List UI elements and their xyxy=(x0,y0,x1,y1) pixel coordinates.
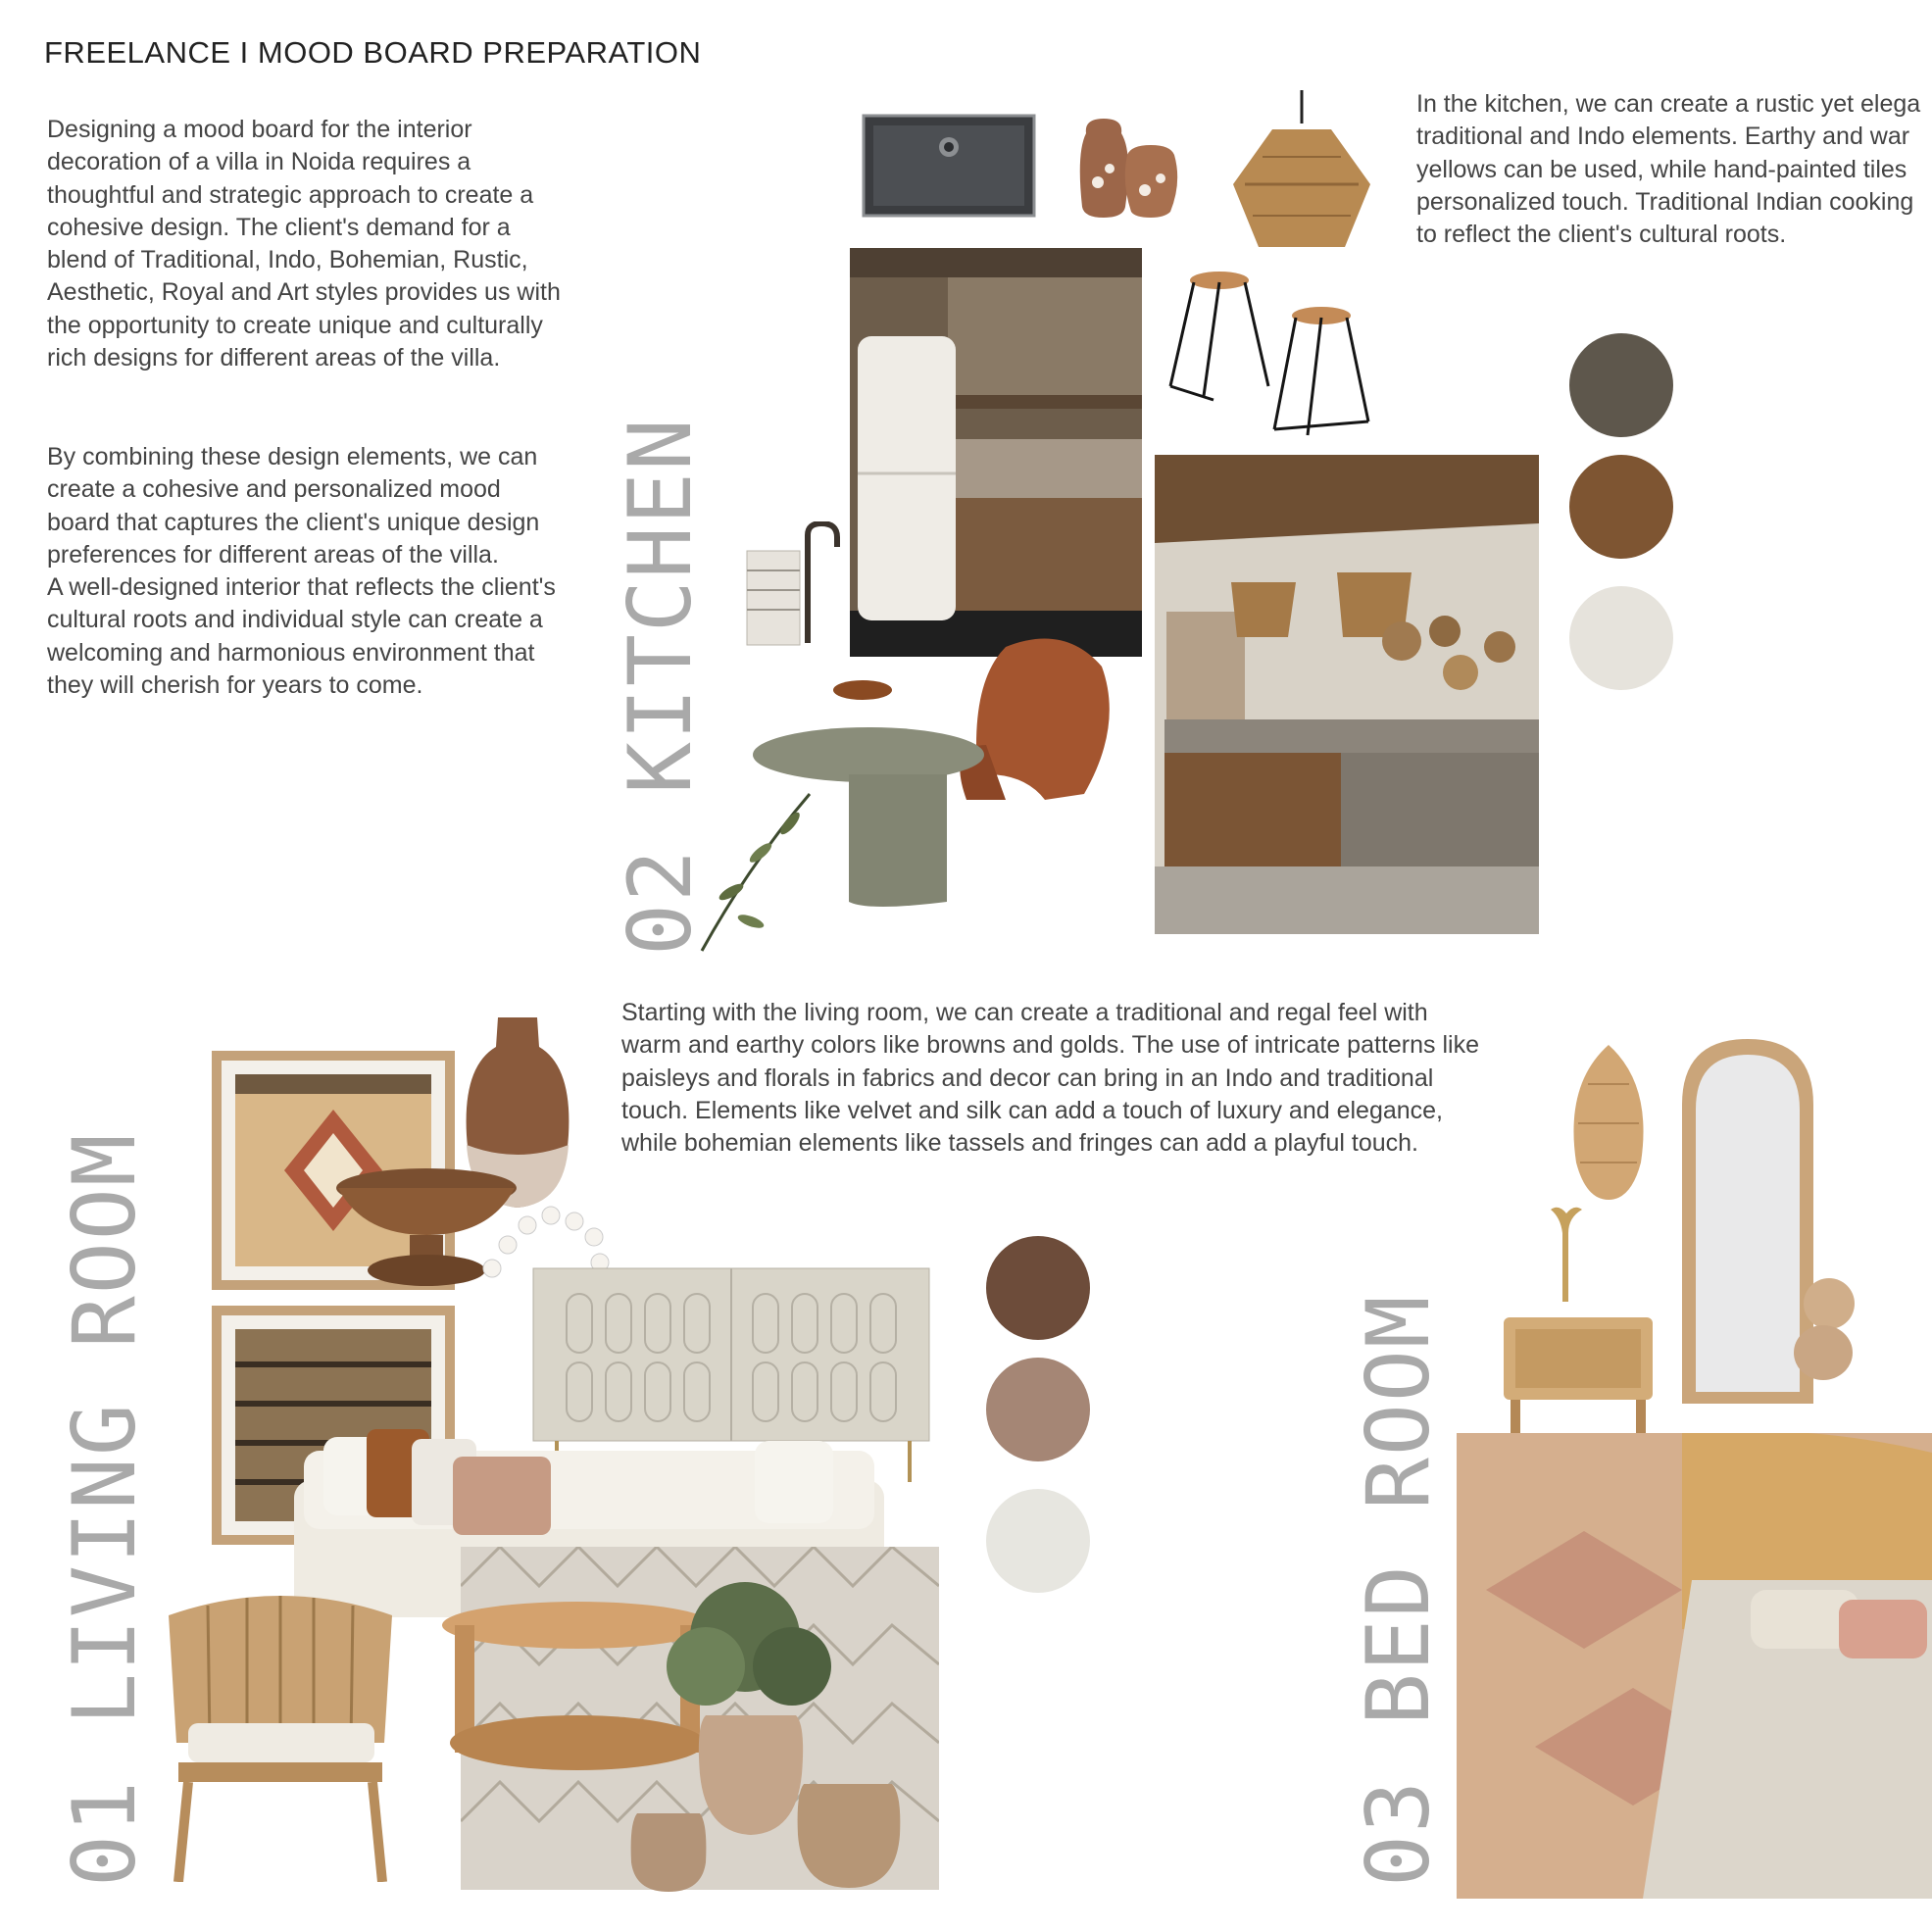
intro-paragraph-1: Designing a mood board for the interior decoration of a villa in Noida requires a thoughtful and strategic approach to create a cohesive design. The client's demand for a blend of Traditional, Indo, Bohemian, Rustic, Aesthetic, Royal and Art styles provides us with the opportunity to create unique and culturally rich designs for different areas of the villa. xyxy=(47,116,561,372)
kitchen-bar-stools-image xyxy=(1164,269,1380,441)
kitchen-dining-set-image xyxy=(692,627,1155,961)
living-room-description: Starting with the living room, we can create a traditional and regal feel with warm and earthy colors like browns and golds. The use of intricate patterns like paisleys and florals in fabrics and decor can bring in an Indo and traditional touch. Elements like velvet and silk can add a touch of luxury and elegance, while bohemian elements like tassels and fringes can add a playful touch. xyxy=(621,999,1479,1158)
kitchen-color-swatch-2 xyxy=(1569,455,1673,559)
page-title: FREELANCE I MOOD BOARD PREPARATION xyxy=(44,35,702,70)
living-room-color-swatch-3 xyxy=(986,1489,1090,1593)
kitchen-color-swatch-1 xyxy=(1569,333,1673,437)
living-room-color-swatch-1 xyxy=(986,1236,1090,1340)
living-room-color-swatch-2 xyxy=(986,1358,1090,1461)
kitchen-color-swatch-3 xyxy=(1569,586,1673,690)
bedroom-bed-and-rug xyxy=(1457,1433,1932,1899)
kitchen-section-title: 02 KITCHEN xyxy=(610,417,711,956)
living-room-rattan-armchair xyxy=(149,1586,412,1882)
intro-paragraph-2: By combining these design elements, we can create a cohesive and personalized mood board that captures the client's unique design preferences for different areas of the villa. A well-designed interior that reflects the client's cultural roots and individual style can create a welcoming and harmonious environment that they will cherish for years to come. xyxy=(47,443,556,700)
kitchen-sink-image xyxy=(862,114,1036,218)
bedroom-rattan-pendant xyxy=(1568,1045,1649,1202)
kitchen-description: In the kitchen, we can create a rustic yet elega traditional and Indo elements. Earthy and war yellows can be used, while hand-painted tiles personalized touch. Traditional Indian cooking to reflect the client's cultural roots. xyxy=(1416,90,1921,249)
living-room-plant-and-pots xyxy=(627,1578,902,1894)
kitchen-rattan-pendant-image xyxy=(1223,90,1380,251)
bedroom-rattan-vase xyxy=(1794,1274,1864,1382)
kitchen-cabinet-photo xyxy=(850,248,1142,657)
kitchen-island-photo xyxy=(1155,455,1539,934)
kitchen-vases-image xyxy=(1076,114,1180,220)
bed-room-section-title: 03 BED ROOM xyxy=(1348,1294,1449,1887)
living-room-section-title: 01 LIVING ROOM xyxy=(54,1132,155,1887)
bedroom-nightstand-with-lamp xyxy=(1500,1204,1657,1470)
